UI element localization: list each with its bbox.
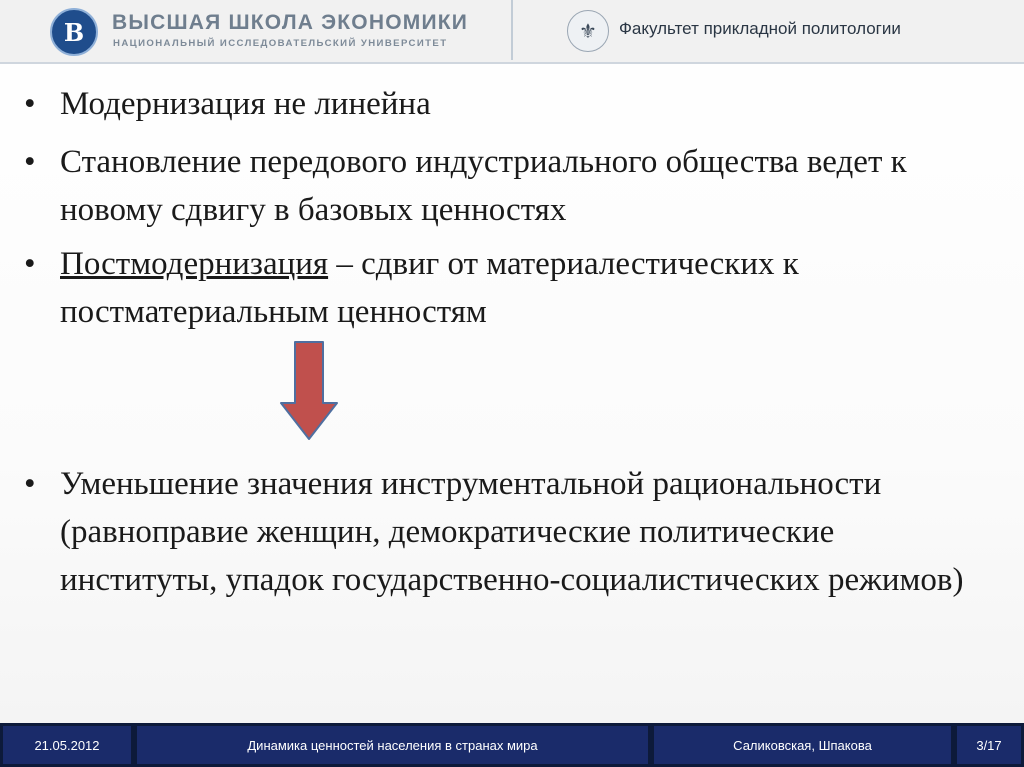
footer-title: Динамика ценностей населения в странах мира [137, 726, 648, 764]
bullet-marker: • [24, 246, 36, 282]
bullet-text: Модернизация не линейна [60, 86, 431, 122]
down-arrow-icon [279, 341, 339, 441]
bullet-marker: • [24, 86, 36, 122]
footer-date: 21.05.2012 [3, 726, 131, 764]
footer-authors: Саликовская, Шпакова [654, 726, 951, 764]
bullet-marker: • [24, 144, 36, 180]
down-arrow-shape [281, 342, 337, 439]
bullet-marker: • [24, 466, 36, 502]
bullet-term: Постмодернизация [60, 246, 329, 282]
hse-logo-icon: В [50, 8, 98, 56]
slide-header [0, 0, 1024, 64]
header-divider [511, 0, 513, 60]
bullet-text [60, 240, 980, 336]
slide-footer [0, 723, 1024, 767]
university-name: ВЫСШАЯ ШКОЛА ЭКОНОМИКИ [112, 11, 469, 34]
bullet-term-definition: – сдвиг от материалестических к постматериальным ценностям [60, 246, 799, 330]
faculty-emblem-icon: ⚜ [567, 10, 609, 52]
bullet-text: Становление передового индустриального общества ведет к новому сдвигу в базовых ценностях [60, 144, 907, 228]
university-subtitle: НАЦИОНАЛЬНЫЙ ИССЛЕДОВАТЕЛЬСКИЙ УНИВЕРСИТЕТ [113, 38, 448, 49]
faculty-title: Факультет прикладной политологии [619, 19, 901, 38]
bullet-text: Уменьшение значения инструментальной рациональности (равноправие женщин, демократические политические институты, упадок государственно-социалистических режимов) [60, 466, 964, 598]
footer-page-number: 3/17 [957, 726, 1021, 764]
